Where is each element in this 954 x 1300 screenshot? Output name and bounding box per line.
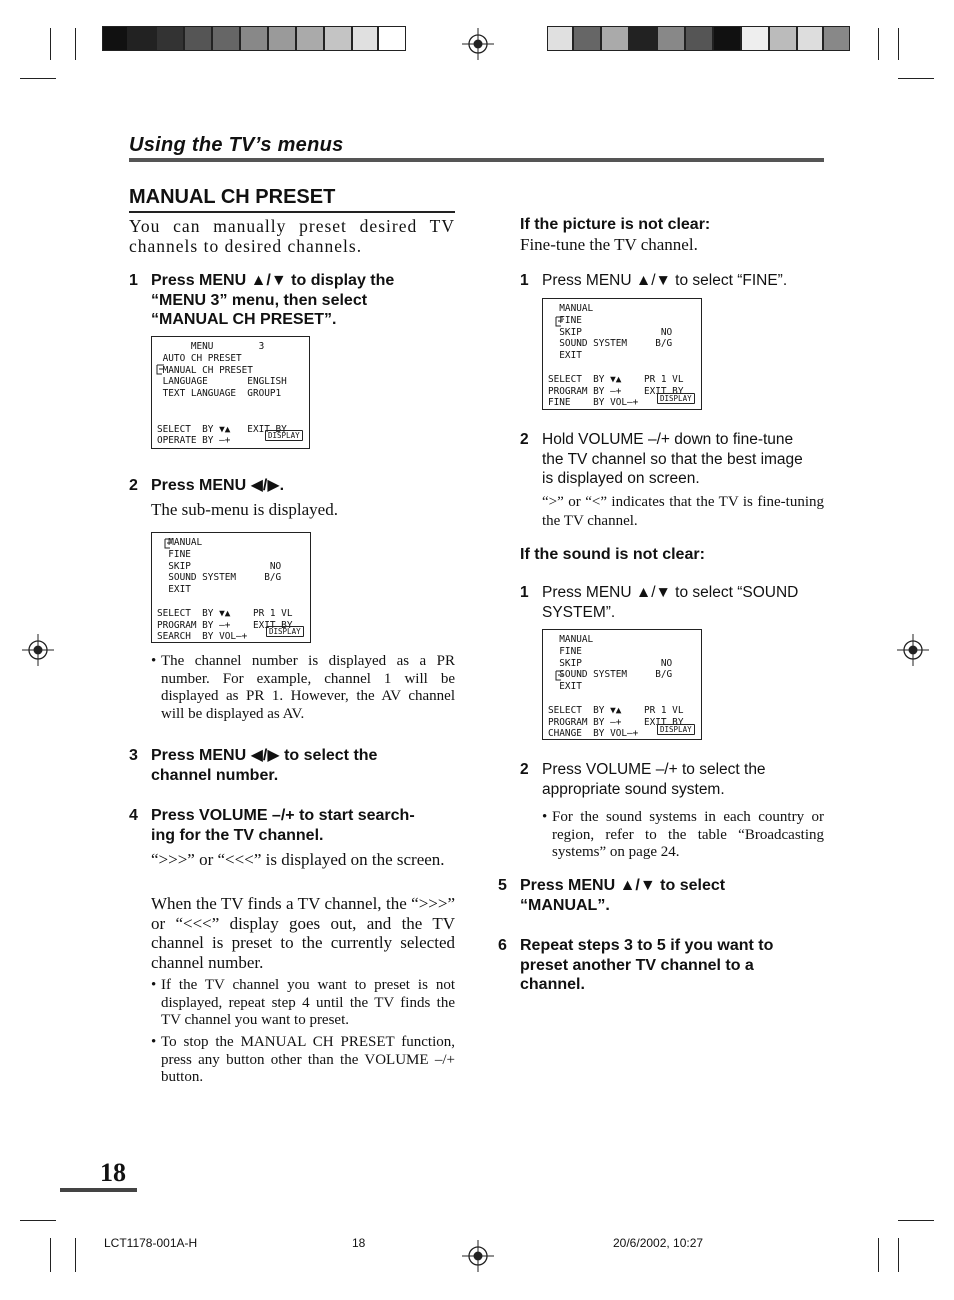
heading-rule [129,211,455,213]
sound-subhead: If the sound is not clear: [520,546,705,563]
pointing-hand-icon [164,538,174,549]
picture-subtext: Fine-tune the TV channel. [520,235,698,254]
step-line: is displayed on screen. [542,470,700,487]
note-bullet [151,653,455,723]
osd-sound-screen [542,629,702,740]
intro-text: You can manually preset desired TV channels to desired channels. [129,216,455,256]
step-line: preset another TV channel to a [520,956,754,974]
step-line: Press MENU ▲/▼ to select [520,877,726,894]
step-4 [129,806,459,845]
pointing-hand-icon [156,364,166,375]
footer-code: LCT1178-001A-H [104,1236,198,1250]
step-number: 2 [129,477,138,494]
footer-page: 18 [352,1236,366,1250]
bullet-dot: • [542,809,548,825]
step-line: Press VOLUME –/+ to select the [542,761,766,778]
note-bullet [151,1034,455,1087]
fine-note: “>” or “<” indicates that the TV is fine-tuning the TV channel. [542,494,824,529]
section-rule [129,158,824,162]
bullet-dot: • [151,977,157,993]
step-line: ing for the TV channel. [151,826,324,844]
bullet-dot: • [151,653,157,669]
step-line: Press MENU ▲/▼ to display the [151,272,395,289]
step-3 [129,746,459,785]
step-4-para: “>>>” or “<<<” is displayed on the screen. [151,850,445,869]
osd-menu3-screen [151,336,310,449]
step-line: channel number. [151,766,279,784]
note-bullet [151,977,455,1030]
registration-mark-icon [462,28,494,60]
step-line: Press MENU ◀/▶. [151,477,285,494]
registration-mark-icon [897,634,929,666]
osd-text: MENU 3 AUTO CH PRESET MANUAL CH PRESET LANGUAGE ENGLISH TEXT LANGUAGE GROUP1 SELECT BY ▼▲ EXIT BY OPERATE BY –+ [157,341,287,447]
step-6 [498,936,828,995]
page-number: 18 [100,1158,126,1187]
display-button-label: DISPLAY [266,626,304,637]
osd-text: MANUAL FINE SKIP NO SOUND SYSTEM B/G EXIT SELECT BY ▼▲ PR 1 VL PROGRAM BY –+ EXIT BY CHANGE BY VOL–+ [548,634,684,740]
step-line: Press VOLUME –/+ to start search- [151,807,415,824]
fine-step-1 [520,271,830,291]
step-line: the TV channel so that the best image [542,450,803,468]
step-line: “MANUAL”. [520,896,610,914]
bullet-text: If the TV channel you want to preset is not displayed, repeat step 4 until the TV finds the TV channel you want to preset. [161,977,455,1028]
step-2 [129,476,459,496]
page-heading: MANUAL CH PRESET [129,186,336,208]
registration-mark-icon [462,1240,494,1272]
sound-step-1 [520,583,830,622]
step-number: 5 [498,877,507,894]
display-button-label: DISPLAY [657,393,695,404]
pointing-hand-icon [555,316,565,327]
sound-step-2 [520,760,830,799]
note-bullet [542,809,824,862]
osd-text: MANUAL FINE SKIP NO SOUND SYSTEM B/G EXIT SELECT BY ▼▲ PR 1 VL PROGRAM BY –+ EXIT BY FINE BY VOL–+ [548,303,684,409]
step-number: 1 [129,272,138,289]
pointing-hand-icon [555,670,565,681]
step-number: 1 [520,272,529,289]
section-title: Using the TV’s menus [129,134,344,156]
step-1 [129,271,459,330]
page-number-rule [60,1188,137,1192]
step-line: Repeat steps 3 to 5 if you want to [520,937,774,954]
osd-manual-submenu [151,532,311,643]
picture-subhead: If the picture is not clear: [520,216,711,233]
step-number: 2 [520,431,529,448]
osd-text: MANUAL FINE SKIP NO SOUND SYSTEM B/G EXIT SELECT BY ▼▲ PR 1 VL PROGRAM BY –+ EXIT BY SEARCH BY VOL–+ [157,537,293,643]
step-line: Press MENU ◀/▶ to select the [151,747,378,764]
bullet-text: The channel number is displayed as a PR number. For example, channel 1 will be displayed as PR 1. However, the AV channel will be displayed as AV. [161,653,455,722]
step-line: channel. [520,976,585,993]
step-line: “MENU 3” menu, then select [151,291,368,309]
step-number: 6 [498,937,507,954]
step-number: 3 [129,747,138,764]
step-line: appropriate sound system. [542,780,725,798]
fine-step-2 [520,430,830,489]
display-button-label: DISPLAY [265,430,303,441]
display-button-label: DISPLAY [657,724,695,735]
bullet-text: For the sound systems in each country or region, refer to the table “Broadcasting systems” on page 24. [552,809,824,860]
step-2-body: The sub-menu is displayed. [151,500,338,519]
osd-fine-screen [542,298,702,410]
step-4-para: When the TV finds a TV channel, the “>>>” or “<<<” display goes out, and the TV channel is preset to the currently selected channel number. [151,894,455,972]
step-line: Hold VOLUME –/+ down to fine-tune [542,431,794,448]
footer-date: 20/6/2002, 10:27 [613,1236,704,1250]
step-line: Press MENU ▲/▼ to select “FINE”. [542,272,788,289]
bullet-text: To stop the MANUAL CH PRESET function, press any button other than the VOLUME –/+ button. [161,1034,455,1085]
step-line: Press MENU ▲/▼ to select “SOUND [542,584,799,601]
registration-mark-icon [22,634,54,666]
bullet-dot: • [151,1034,157,1050]
step-5 [498,876,828,915]
step-line: SYSTEM”. [542,603,616,621]
step-number: 1 [520,584,529,601]
step-line: “MANUAL CH PRESET”. [151,311,337,328]
step-number: 2 [520,761,529,778]
step-number: 4 [129,807,138,824]
